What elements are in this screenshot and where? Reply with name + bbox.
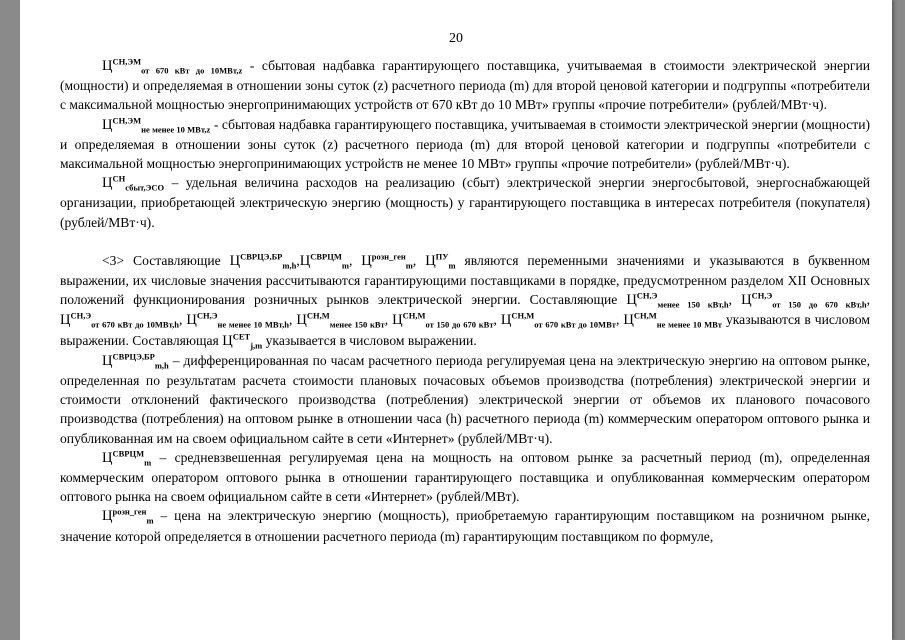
superscript: СН,Э (196, 310, 218, 321)
separator: , (412, 252, 417, 268)
paragraph-text: указываются в числовом выражении. Составляющая (60, 312, 870, 348)
superscript: СЕТ (232, 331, 251, 342)
subscript: m (144, 457, 152, 468)
symbol: Ц (296, 312, 307, 329)
component-term (623, 310, 722, 331)
paragraph-text: – удельная величина расходов на реализацию (сбыт) электрической энергии энергосбытовой, энергоснабжающей организации, приобретающей электрическую энергию (мощность) у гарантирующего поставщика в интересах потребителя (покупателя) (рублей/МВт·ч). (60, 175, 870, 230)
subscript: m,h (154, 360, 169, 371)
subscript: не менее 10 МВт,z (141, 124, 211, 135)
separator: , (288, 312, 293, 328)
component-term (741, 290, 870, 310)
component-term (186, 310, 293, 331)
paragraph-sales-expenses (60, 173, 870, 232)
component-term (392, 310, 497, 331)
subscript: от 670 кВт до 10МВт,h (91, 320, 179, 331)
superscript: СН (112, 173, 126, 184)
symbol: Ц (392, 312, 403, 329)
paragraph-wholesale-energy-price (60, 351, 870, 448)
subscript: от 670 кВт до 10МВт,z (141, 65, 243, 76)
symbol: Ц (425, 252, 436, 269)
subscript: m (405, 260, 413, 271)
component-term (626, 290, 733, 310)
symbol: Ц (102, 449, 113, 466)
superscript: розн_ген (371, 251, 406, 262)
superscript: розн_ген (112, 506, 147, 517)
superscript: СВРЦЭ,БР (112, 351, 155, 362)
paragraph-text: – средневзвешенная регулируемая цена на мощность на оптовом рынке за расчетный период (m), определенная коммерческим оператором оптового рынка в отношении гарантирующего поставщика и опубликованная коммерческим оператором оптового рынка на своем официальном сайте в сети «Интернет» (рублей/МВт). (60, 449, 870, 505)
separator: , (348, 252, 353, 268)
superscript: СН,М (402, 310, 426, 321)
paragraph-wholesale-capacity-price (60, 448, 870, 507)
subscript: j,m (250, 340, 263, 351)
separator: , (493, 312, 497, 328)
component-term (500, 310, 620, 331)
paragraph-text: - сбытовая надбавка гарантирующего поставщика, учитываемая в стоимости электрической энергии (мощности) и определяемая в отношении зоны суток (z) расчетного периода (m) для второй ценовой категории и подгруппы «потребители с максимальной мощностью энергопринимающих устройств не менее 10 МВт» группы «прочие потребители» (рублей/МВт·ч). (60, 116, 870, 172)
superscript: СВРЦМ (310, 251, 342, 262)
paragraph-retail-generation-price (60, 506, 870, 545)
subscript: от 150 до 670 кВт,h (772, 299, 867, 310)
symbol: Ц (102, 58, 113, 74)
spacer (60, 232, 870, 251)
symbol: Ц (102, 352, 113, 369)
separator: , (296, 252, 300, 268)
component-term (296, 310, 389, 331)
page-number: 20 (449, 31, 463, 46)
paragraph-markup-over-10mw (60, 115, 870, 174)
symbol: Ц (361, 252, 372, 269)
paragraph-text: – дифференцированная по часам расчетного периода регулируемая цена на электрическую энергию на оптовом рынке, определенная по результатам расчета стоимости плановых почасовых объемов производства (потребления) электрической энергии и стоимости отклонений фактического производства (потребления) электрической энергии от объемов их планового почасового производства (потребления) на оптовом рынке в отношении часа (h) расчетного периода (m) коммерческим оператором оптового рынка и опубликованная им на своем официальном сайте в сети «Интернет» (рублей/МВт·ч). (60, 352, 870, 446)
symbol: Ц (299, 252, 311, 269)
paragraph-markup-670-10mw (60, 56, 870, 115)
paragraph-footnote-3 (60, 251, 870, 351)
superscript: СН,Э (70, 310, 92, 321)
subscript: m,h (282, 260, 297, 271)
paragraph-text: – цена на электрическую энергию (мощность), приобретаемую гарантирующим поставщиком на розничном рынке, значение которой определяется в отношении расчетного периода (m) гарантирующим поставщиком по формуле, (60, 508, 870, 544)
symbol: Ц (741, 292, 752, 309)
subscript: от 670 кВт до 10МВт (534, 320, 616, 331)
symbol: Ц (626, 292, 637, 309)
separator: , (384, 312, 389, 328)
subscript: m (448, 260, 456, 271)
subscript: сбыт,ЭСО (125, 182, 165, 193)
superscript: СН,ЭМ (112, 115, 142, 126)
symbol: Ц (623, 312, 634, 329)
superscript: СН,М (511, 310, 535, 321)
document-page (20, 0, 892, 640)
paragraph-text: являются переменными значениями и указываются в буквенном выражении, их числовые значения рассчитываются гарантирующими поставщиками в порядке, предусмотренном разделом XII Основных положений функционирования розничных рынков электрической энергии. Составляющие (60, 252, 870, 308)
superscript: СН,М (306, 310, 330, 321)
superscript: СН,М (633, 310, 657, 321)
superscript: ПУ (435, 251, 449, 262)
symbol: Ц (500, 312, 512, 329)
superscript: СВРЦЭ,БР (240, 251, 283, 262)
subscript: m (146, 516, 154, 527)
subscript: не менее 10 МВт,h (217, 320, 289, 331)
subscript: менее 150 кВт (329, 320, 385, 331)
paragraph-text: указывается в числовом выражении. (262, 332, 477, 348)
superscript: СВРЦМ (112, 448, 145, 459)
superscript: СН,ЭМ (112, 56, 142, 67)
separator: , (178, 312, 183, 328)
symbol: Ц (102, 116, 113, 133)
symbol: Ц (102, 175, 113, 192)
symbol: Ц (60, 312, 71, 329)
document-body (60, 56, 870, 546)
symbol: Ц (229, 252, 241, 269)
subscript: от 150 до 670 кВт (425, 320, 494, 331)
paragraph-text: - сбытовая надбавка гарантирующего поставщика, учитываемая в стоимости электрической энергии (мощности) и определяемая в отношении зоны суток (z) расчетного периода (m) для второй ценовой категории и подгруппы «потребители с максимальной мощностью энергопринимающих устройств от 670 кВт до 10 МВт» группы «прочие потребители» (рублей/МВт·ч). (60, 58, 871, 113)
separator: , (866, 292, 870, 308)
symbol: Ц (222, 332, 233, 349)
symbol: Ц (186, 312, 197, 329)
symbol: Ц (102, 508, 113, 525)
superscript: СН,Э (751, 290, 773, 301)
separator: , (728, 292, 733, 308)
subscript: не менее 10 МВт (656, 320, 722, 331)
paragraph-text: <3> Составляющие (102, 252, 230, 268)
superscript: СН,Э (636, 290, 658, 301)
component-term (60, 310, 183, 331)
separator: , (615, 312, 620, 328)
subscript: менее 150 кВт,h (657, 299, 729, 310)
subscript: m (341, 260, 349, 271)
